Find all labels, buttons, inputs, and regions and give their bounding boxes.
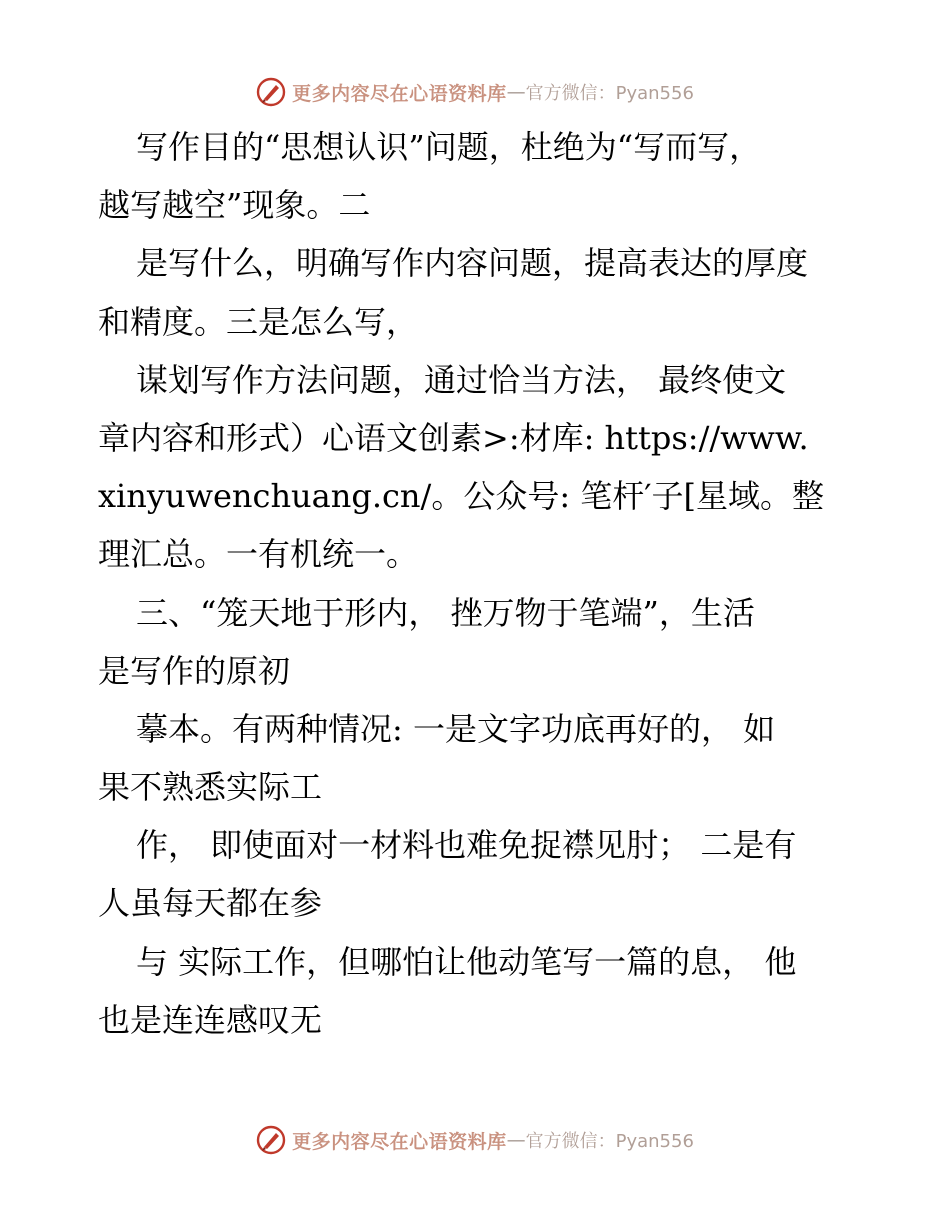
body-line: 和精度。三是怎么写，	[98, 302, 419, 341]
body-line: 作， 即使面对一材料也难免捉襟见肘； 二是有	[136, 826, 797, 865]
quill-pen-logo-icon	[256, 1125, 286, 1155]
body-line: 是写什么，明确写作内容问题，提高表达的厚度	[136, 244, 809, 283]
body-line: 写作目的“思想认识”问题，杜绝为“写而写，	[136, 128, 762, 166]
body-line: 越写越空”现象。二	[98, 186, 371, 225]
quill-pen-logo-icon	[256, 77, 286, 107]
header-site-name: 更多内容尽在心语资料库	[292, 82, 507, 105]
document-body	[98, 118, 858, 1049]
body-line: 章内容和形式）心语文创素>:材库: https://www.	[98, 418, 809, 457]
header-contact: 官方微信：Pyan556	[525, 83, 694, 104]
body-line: 人虽每天都在参	[98, 884, 323, 923]
header-separator: —	[506, 81, 526, 103]
body-line: 谋划写作方法问题，通过恰当方法， 最终使文	[136, 360, 787, 399]
body-line: 果不熟悉实际工	[98, 768, 323, 807]
footer-site-name: 更多内容尽在心语资料库	[292, 1130, 507, 1153]
footer-banner	[0, 1120, 950, 1160]
footer-separator: —	[506, 1129, 526, 1151]
header-banner	[0, 72, 950, 112]
body-line: 三、“笼天地于形内， 挫万物于笔端”，生活	[136, 593, 755, 632]
body-line: 也是连连感叹无	[98, 1000, 323, 1039]
body-line: 摹本。有两种情况: 一是文字功底再好的， 如	[136, 709, 776, 748]
footer-contact: 官方微信：Pyan556	[525, 1131, 694, 1152]
body-line: xinyuwenchuang.cn/。公众号: 笔杆′子[星域。整	[98, 477, 825, 516]
body-line: 与 实际工作，但哪怕让他动笔写一篇的息， 他	[136, 942, 797, 981]
body-line: 是写作的原初	[98, 651, 291, 690]
body-line: 理汇总。一有机统一。	[98, 535, 419, 574]
